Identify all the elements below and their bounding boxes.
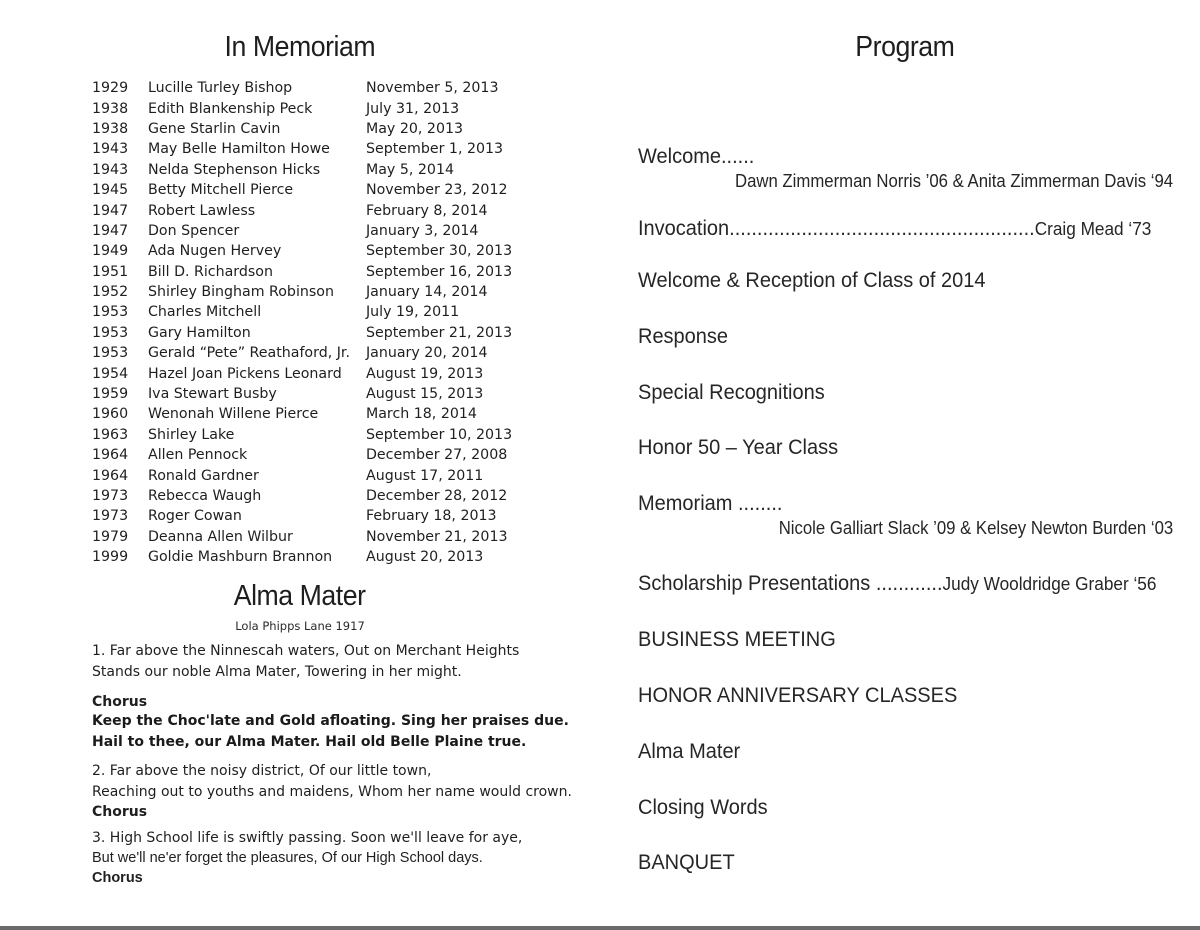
memoriam-title-wrap xyxy=(0,31,600,64)
memoriam-name: Charles Mitchell xyxy=(148,304,262,321)
memoriam-row xyxy=(92,119,572,139)
memoriam-name: Hazel Joan Pickens Leonard xyxy=(148,365,342,382)
memoriam-date: August 17, 2011 xyxy=(366,467,484,484)
program-invocation: Invocation....................................................... xyxy=(638,216,1035,240)
memoriam-row xyxy=(92,98,572,118)
memoriam-title: In Memoriam xyxy=(224,31,376,63)
memoriam-date: September 16, 2013 xyxy=(366,263,513,280)
memoriam-name: Deanna Allen Wilbur xyxy=(148,528,293,545)
memoriam-date: December 28, 2012 xyxy=(366,488,508,504)
memoriam-date: January 3, 2014 xyxy=(366,222,479,239)
memoriam-row xyxy=(92,160,572,180)
verse-3-line-2: But we'll ne'er forget the pleasures, Of our High School days. xyxy=(92,850,483,866)
right-column xyxy=(600,0,1200,925)
memoriam-date: September 21, 2013 xyxy=(366,324,513,341)
memoriam-date: December 27, 2008 xyxy=(366,447,508,464)
memoriam-name: Wenonah Willene Pierce xyxy=(148,406,319,423)
memoriam-name: Gary Hamilton xyxy=(148,324,251,341)
memoriam-name: Edith Blankenship Peck xyxy=(148,100,313,117)
memoriam-date: November 23, 2012 xyxy=(366,182,508,199)
memoriam-row xyxy=(92,527,572,547)
memoriam-year: 1951 xyxy=(92,263,129,280)
memoriam-year: 1953 xyxy=(92,304,129,321)
program-alma-mater: Alma Mater xyxy=(638,739,741,763)
verse-2-line-1: 2. Far above the noisy district, Of our little town, xyxy=(92,763,432,779)
memoriam-name: Bill D. Richardson xyxy=(148,263,273,280)
verse-2-line-2: Reaching out to youths and maidens, Whom her name would crown. xyxy=(92,783,572,800)
verse-2 xyxy=(92,761,592,823)
memoriam-year: 1964 xyxy=(92,447,129,464)
memoriam-year: 1964 xyxy=(92,467,129,484)
program-banquet: BANQUET xyxy=(638,850,735,874)
memoriam-year: 1943 xyxy=(92,141,129,158)
program-closing-words: Closing Words xyxy=(638,795,768,819)
memoriam-row xyxy=(92,180,572,200)
memoriam-year: 1929 xyxy=(92,80,129,97)
memoriam-row xyxy=(92,139,572,159)
memoriam-name: Gene Starlin Cavin xyxy=(148,120,281,137)
program-scholarship: Scholarship Presentations ............ xyxy=(638,571,943,595)
memoriam-date: February 18, 2013 xyxy=(366,508,497,525)
memoriam-year: 1960 xyxy=(92,406,129,423)
memoriam-date: September 1, 2013 xyxy=(366,141,504,158)
chorus-heading xyxy=(92,692,592,713)
memoriam-date: January 20, 2014 xyxy=(366,345,488,362)
memoriam-name: Don Spencer xyxy=(148,222,240,239)
memoriam-date: March 18, 2014 xyxy=(366,406,477,423)
memoriam-name: Shirley Bingham Robinson xyxy=(148,284,334,301)
program-welcome: Welcome...... xyxy=(638,144,755,168)
memoriam-name: Goldie Mashburn Brannon xyxy=(148,549,333,566)
memoriam-row xyxy=(92,78,572,98)
memoriam-name: Ronald Gardner xyxy=(148,467,259,484)
verse-3-line-1-wrap xyxy=(92,828,592,849)
program-invocation-by: Craig Mead ‘73 xyxy=(1034,218,1152,239)
chorus-text xyxy=(92,711,592,753)
memoriam-name: Robert Lawless xyxy=(148,202,256,219)
memoriam-date: January 14, 2014 xyxy=(366,284,488,301)
memoriam-year: 1954 xyxy=(92,365,129,382)
memoriam-row xyxy=(92,384,572,404)
verse-1-line-1: 1. Far above the Ninnescah waters, Out on Merchant Heights xyxy=(92,643,520,659)
memoriam-year: 1963 xyxy=(92,426,129,443)
memoriam-year: 1949 xyxy=(92,243,129,260)
memoriam-row xyxy=(92,486,572,506)
program-memoriam: Memoriam ........ xyxy=(638,491,783,515)
verse-3-rest xyxy=(92,848,592,888)
memoriam-name: Iva Stewart Busby xyxy=(148,386,277,403)
memoriam-row xyxy=(92,547,572,567)
memoriam-row xyxy=(92,445,572,465)
memoriam-row xyxy=(92,241,572,261)
program-business-meeting: BUSINESS MEETING xyxy=(638,627,836,651)
memoriam-row xyxy=(92,363,572,383)
alma-mater-title: Alma Mater xyxy=(234,580,366,612)
chorus-label: Chorus xyxy=(92,694,148,710)
program-reception: Welcome & Reception of Class of 2014 xyxy=(638,268,986,292)
memoriam-name: Ada Nugen Hervey xyxy=(148,243,282,260)
memoriam-year: 1938 xyxy=(92,100,129,117)
memoriam-date: September 10, 2013 xyxy=(366,426,513,443)
program-title-wrap xyxy=(600,31,1200,64)
alma-mater-author: Lola Phipps Lane 1917 xyxy=(235,619,365,633)
page-bottom-edge xyxy=(0,926,1200,930)
verse-3-line-1: 3. High School life is swiftly passing. Soon we'll leave for aye, xyxy=(92,830,523,846)
alma-mater-title-wrap xyxy=(0,580,600,613)
verse-1-line-2: Stands our noble Alma Mater, Towering in her might. xyxy=(92,663,462,680)
memoriam-name: Nelda Stephenson Hicks xyxy=(148,161,321,178)
memoriam-row xyxy=(92,425,572,445)
memoriam-year: 1973 xyxy=(92,488,129,504)
memoriam-date: July 19, 2011 xyxy=(366,304,460,321)
memoriam-row xyxy=(92,221,572,241)
memoriam-date: July 31, 2013 xyxy=(366,100,460,117)
program-scholarship-row xyxy=(638,571,1156,596)
memoriam-row xyxy=(92,200,572,220)
memoriam-row xyxy=(92,323,572,343)
memoriam-name: Rebecca Waugh xyxy=(148,488,262,504)
memoriam-row xyxy=(92,302,572,322)
program-invocation-row xyxy=(638,216,1151,241)
memoriam-row xyxy=(92,343,572,363)
memoriam-date: May 20, 2013 xyxy=(366,120,464,137)
memoriam-name: May Belle Hamilton Howe xyxy=(148,141,330,158)
program-special-recognitions: Special Recognitions xyxy=(638,380,825,404)
program-welcome-hosts: Dawn Zimmerman Norris ’06 & Anita Zimmerman Davis ‘94 xyxy=(734,171,1173,191)
program-memoriam-by: Nicole Galliart Slack ’09 & Kelsey Newton Burden ‘03 xyxy=(778,518,1173,538)
memoriam-name: Roger Cowan xyxy=(148,508,242,525)
memoriam-name: Lucille Turley Bishop xyxy=(148,80,293,97)
memoriam-row xyxy=(92,465,572,485)
program-anniversary-classes: HONOR ANNIVERSARY CLASSES xyxy=(638,683,958,707)
memoriam-date: November 21, 2013 xyxy=(366,528,508,545)
memoriam-year: 1973 xyxy=(92,508,129,525)
memoriam-year: 1947 xyxy=(92,202,129,219)
memoriam-date: May 5, 2014 xyxy=(366,161,454,178)
memoriam-list xyxy=(92,78,572,567)
memoriam-year: 1953 xyxy=(92,345,129,362)
memoriam-year: 1947 xyxy=(92,222,129,239)
memoriam-name: Shirley Lake xyxy=(148,426,235,443)
program-response: Response xyxy=(638,324,729,348)
memoriam-name: Allen Pennock xyxy=(148,447,248,464)
memoriam-name: Gerald “Pete” Reathaford, Jr. xyxy=(148,345,350,362)
memoriam-year: 1999 xyxy=(92,549,129,566)
verse-1 xyxy=(92,641,592,682)
chorus-line-1: Keep the Choc'late and Gold afloating. Sing her praises due. xyxy=(92,713,569,729)
memoriam-date: August 19, 2013 xyxy=(366,365,484,382)
left-column xyxy=(0,0,600,925)
memoriam-year: 1953 xyxy=(92,324,129,341)
program-title: Program xyxy=(855,31,955,63)
verse-2-chorus-label: Chorus xyxy=(92,804,148,820)
memoriam-date: August 15, 2013 xyxy=(366,386,484,403)
memoriam-year: 1945 xyxy=(92,182,129,199)
memoriam-date: November 5, 2013 xyxy=(366,80,499,97)
memoriam-year: 1938 xyxy=(92,120,129,137)
memoriam-year: 1979 xyxy=(92,528,129,545)
program-honor-50: Honor 50 – Year Class xyxy=(638,435,839,459)
memoriam-date: September 30, 2013 xyxy=(366,243,513,260)
memoriam-date: August 20, 2013 xyxy=(366,549,484,566)
memoriam-year: 1943 xyxy=(92,161,129,178)
chorus-line-2: Hail to thee, our Alma Mater. Hail old Belle Plaine true. xyxy=(92,734,527,750)
memoriam-date: February 8, 2014 xyxy=(366,202,488,219)
memoriam-row xyxy=(92,262,572,282)
verse-3-chorus-label: Chorus xyxy=(92,870,143,886)
memoriam-year: 1959 xyxy=(92,386,129,403)
memoriam-year: 1952 xyxy=(92,284,129,301)
memoriam-name: Betty Mitchell Pierce xyxy=(148,182,294,199)
memoriam-row xyxy=(92,404,572,424)
memoriam-row xyxy=(92,282,572,302)
memoriam-row xyxy=(92,506,572,526)
program-scholarship-by: Judy Wooldridge Graber ‘56 xyxy=(942,573,1157,594)
